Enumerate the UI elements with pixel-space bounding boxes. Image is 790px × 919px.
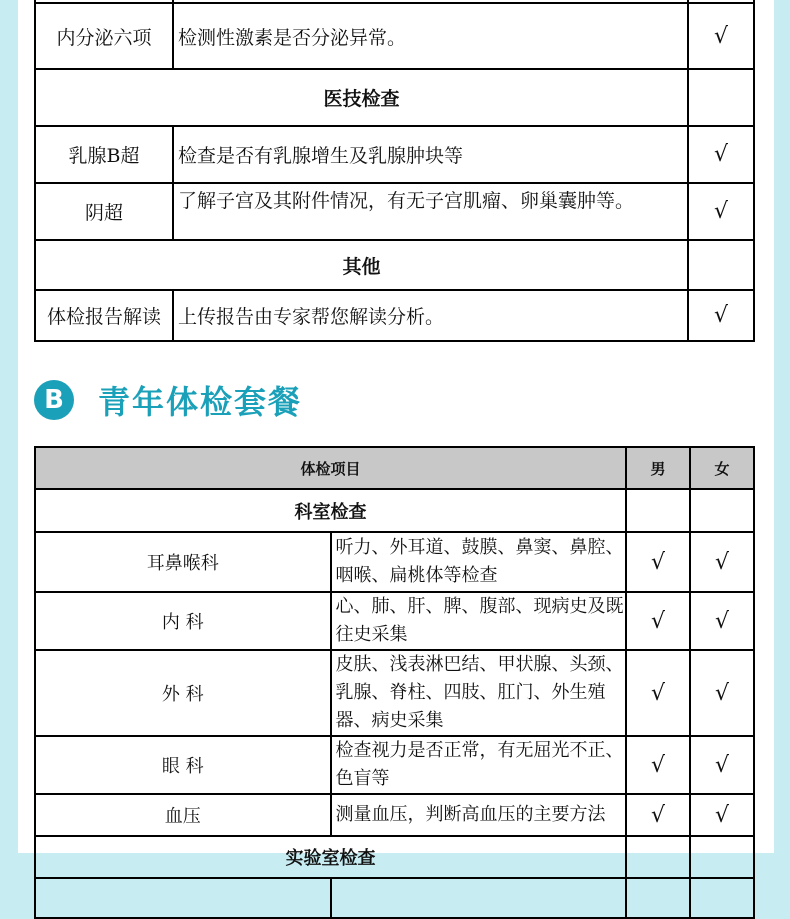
item-desc: 心、肺、肝、脾、腹部、现病史及既往史采集 (331, 592, 627, 650)
item-desc: 检测性激素是否分泌异常。 (173, 3, 688, 69)
table-row (35, 183, 754, 240)
item-desc: 听力、外耳道、鼓膜、鼻窦、鼻腔、咽喉、扁桃体等检查 (331, 532, 627, 592)
section-title: 其他 (35, 240, 688, 290)
empty-cell (626, 836, 690, 878)
item-name: 内分泌六项 (35, 3, 173, 69)
table-row (35, 878, 754, 918)
table-row (35, 794, 754, 836)
table-row (35, 592, 754, 650)
content-panel (18, 0, 774, 869)
item-name: 内 科 (35, 592, 331, 650)
table-row (35, 126, 754, 183)
item-desc: 皮肤、浅表淋巴结、甲状腺、头颈、乳腺、脊柱、四肢、肛门、外生殖器、病史采集 (331, 650, 627, 736)
item-name: 外 科 (35, 650, 331, 736)
check-female: √ (690, 794, 754, 836)
check-male: √ (626, 532, 690, 592)
table-row (35, 532, 754, 592)
check-mark: √ (688, 290, 754, 341)
empty-cell (626, 489, 690, 532)
item-desc: 检查视力是否正常，有无屈光不正、色盲等 (331, 736, 627, 794)
section-badge: B (34, 380, 74, 420)
check-male: √ (626, 650, 690, 736)
item-name: 眼 科 (35, 736, 331, 794)
item-name: 血压 (35, 794, 331, 836)
package-heading (34, 376, 302, 424)
empty-cell (690, 836, 754, 878)
exam-table-a (34, 0, 755, 342)
cell-name (35, 878, 331, 918)
check-female: √ (690, 592, 754, 650)
item-name: 阴超 (35, 183, 173, 240)
check-male: √ (626, 592, 690, 650)
check-male: √ (626, 736, 690, 794)
item-desc: 上传报告由专家帮您解读分析。 (173, 290, 688, 341)
item-name: 耳鼻喉科 (35, 532, 331, 592)
table-row (35, 650, 754, 736)
section-title: 科室检查 (35, 489, 626, 532)
check-mark: √ (688, 126, 754, 183)
section-row (35, 489, 754, 532)
check-female: √ (690, 532, 754, 592)
cell-desc (331, 878, 627, 918)
table-header (35, 447, 754, 489)
item-name: 乳腺B超 (35, 126, 173, 183)
item-desc: 了解子宫及其附件情况，有无子宫肌瘤、卵巢囊肿等。 (178, 190, 635, 212)
check-female: √ (690, 650, 754, 736)
empty-cell (690, 489, 754, 532)
header-female: 女 (690, 447, 754, 489)
item-name: 体检报告解读 (35, 290, 173, 341)
package-title: 青年体检套餐 (98, 383, 303, 421)
table-row (35, 290, 754, 341)
cell-check (690, 878, 754, 918)
section-title: 实验室检查 (35, 836, 626, 878)
item-desc-cell (173, 183, 688, 240)
check-mark: √ (688, 183, 754, 240)
header-item: 体检项目 (35, 447, 626, 489)
header-male: 男 (626, 447, 690, 489)
check-male: √ (626, 794, 690, 836)
table-row (35, 736, 754, 794)
section-row (35, 836, 754, 878)
table-row (35, 3, 754, 69)
check-mark: √ (688, 3, 754, 69)
section-row (35, 69, 754, 126)
section-row (35, 240, 754, 290)
section-title: 医技检查 (35, 69, 688, 126)
item-desc: 测量血压，判断高血压的主要方法 (331, 794, 627, 836)
empty-cell (688, 69, 754, 126)
exam-table-b (34, 446, 755, 919)
cell-check (626, 878, 690, 918)
item-desc: 检查是否有乳腺增生及乳腺肿块等 (173, 126, 688, 183)
check-female: √ (690, 736, 754, 794)
empty-cell (688, 240, 754, 290)
